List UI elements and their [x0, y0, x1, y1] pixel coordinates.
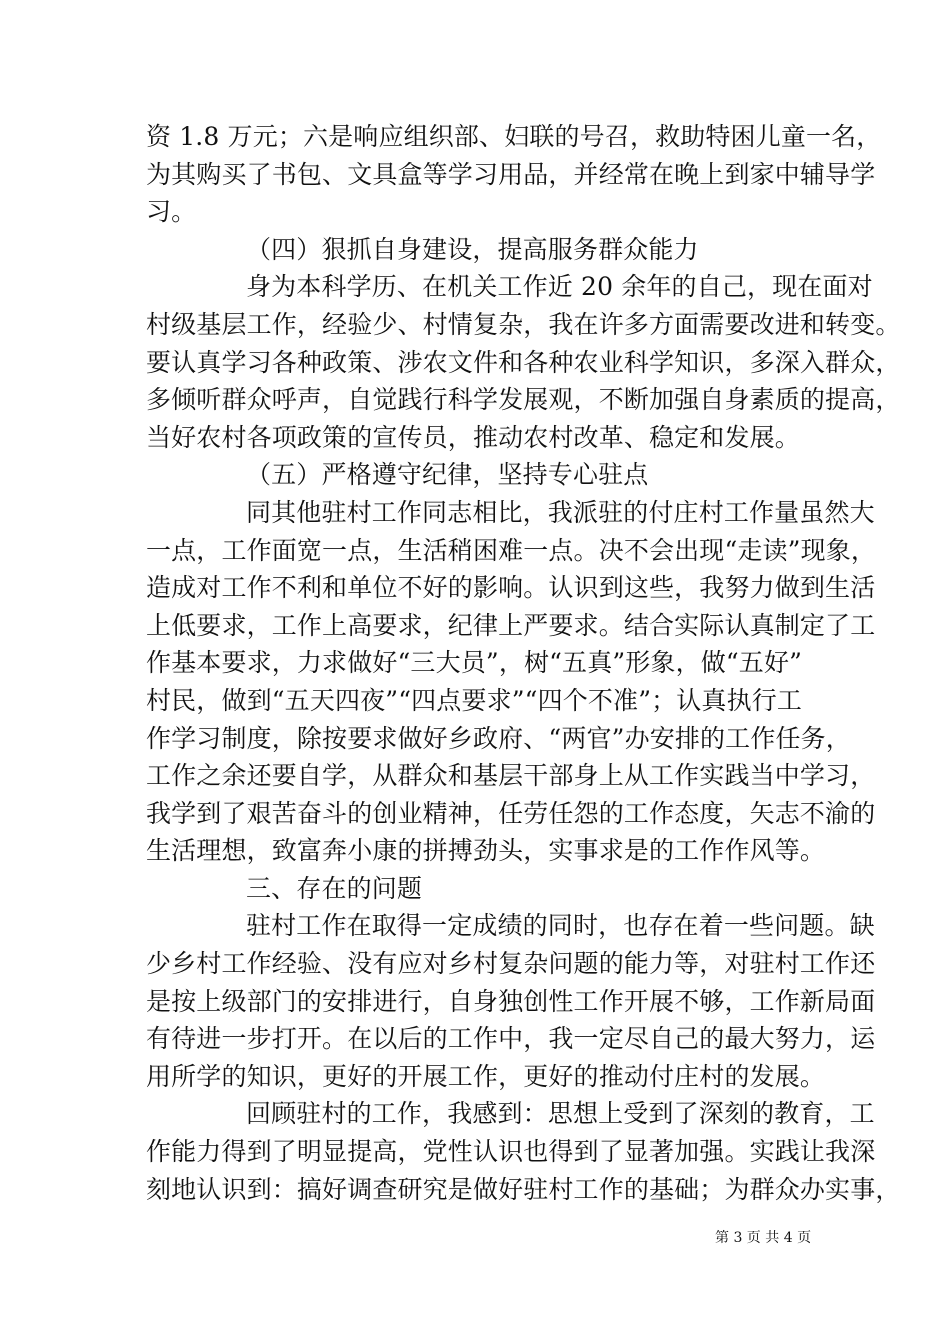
text-line: 村级基层工作，经验少、村情复杂，我在许多方面需要改进和转变。	[146, 309, 901, 339]
text-line: 为其购买了书包、文具盒等学习用品，并经常在晚上到家中辅导学	[146, 159, 876, 189]
text-line: 同其他驻村工作同志相比，我派驻的付庄村工作量虽然大	[246, 497, 875, 527]
text-line: 上低要求，工作上高要求，纪律上严要求。结合实际认真制定了工	[146, 610, 876, 640]
text-line: 村民，做到“五天四夜”“四点要求”“四个不准”；认真执行工	[146, 685, 803, 715]
text-line: 当好农村各项政策的宣传员，推动农村改革、稳定和发展。	[146, 422, 800, 452]
text-line: 身为本科学历、在机关工作近 20 余年的自己，现在面对	[246, 272, 873, 302]
text-line: （五）严格遵守纪律，坚持专心驻点	[246, 460, 649, 490]
text-line: 三、存在的问题	[246, 873, 423, 903]
text-line: （四）狠抓自身建设，提高服务群众能力	[246, 234, 699, 264]
text-line: 我学到了艰苦奋斗的创业精神，任劳任怨的工作态度，矢志不渝的	[146, 798, 876, 828]
text-line: 驻村工作在取得一定成绩的同时，也存在着一些问题。缺	[246, 911, 875, 941]
document-body	[146, 118, 901, 1208]
text-line: 少乡村工作经验、没有应对乡村复杂问题的能力等，对驻村工作还	[146, 949, 876, 979]
text-line: 习。	[146, 197, 197, 227]
page-number: 第 3 页 共 4 页	[715, 1230, 812, 1246]
text-line: 作能力得到了明显提高，党性认识也得到了显著加强。实践让我深	[146, 1137, 876, 1167]
text-line: 要认真学习各种政策、涉农文件和各种农业科学知识，多深入群众，	[146, 347, 901, 377]
text-line: 生活理想，致富奔小康的拼搏劲头，实事求是的工作作风等。	[146, 836, 826, 866]
text-line: 有待进一步打开。在以后的工作中，我一定尽自己的最大努力，运	[146, 1024, 876, 1054]
text-line: 工作之余还要自学，从群众和基层干部身上从工作实践当中学习，	[146, 761, 876, 791]
text-line: 资 1.8 万元；六是响应组织部、妇联的号召，救助特困儿童一名，	[146, 122, 882, 151]
text-line: 用所学的知识，更好的开展工作，更好的推动付庄村的发展。	[146, 1061, 826, 1091]
text-line: 回顾驻村的工作，我感到：思想上受到了深刻的教育，工	[246, 1099, 875, 1129]
text-line: 一点，工作面宽一点，生活稍困难一点。决不会出现“走读”现象，	[146, 535, 877, 565]
text-line: 是按上级部门的安排进行，自身独创性工作开展不够，工作新局面	[146, 986, 876, 1016]
text-line: 刻地认识到：搞好调查研究是做好驻村工作的基础；为群众办实事，	[146, 1174, 901, 1204]
text-line: 作基本要求，力求做好“三大员”，树“五真”形象，做“五好”	[146, 648, 803, 678]
text-line: 作学习制度，除按要求做好乡政府、“两官”办安排的工作任务，	[146, 723, 851, 753]
text-line: 造成对工作不利和单位不好的影响。认识到这些，我努力做到生活	[146, 573, 876, 603]
text-line: 多倾听群众呼声，自觉践行科学发展观，不断加强自身素质的提高，	[146, 385, 901, 415]
